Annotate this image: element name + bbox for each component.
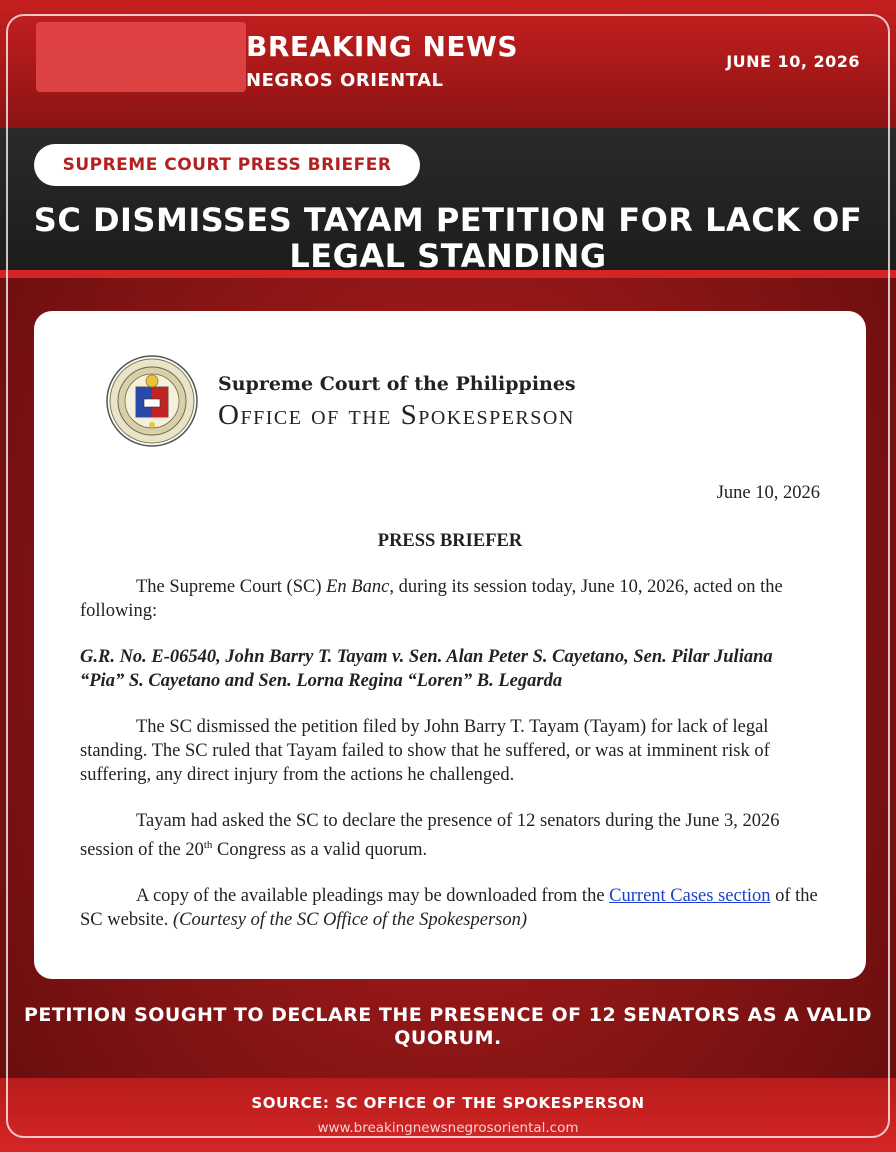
current-cases-link[interactable]: Current Cases section: [609, 886, 771, 907]
pleadings-text: A copy of the available pleadings may be downloaded from the: [136, 886, 610, 907]
source-credit: SOURCE: SC OFFICE OF THE SPOKESPERSON: [251, 1094, 645, 1112]
headline: SC DISMISSES TAYAM PETITION FOR LACK OF LEGAL STANDING: [33, 201, 863, 275]
brand-title: BREAKING NEWS: [246, 30, 519, 63]
paragraph-intro: [80, 575, 820, 623]
header-date: JUNE 10, 2026: [726, 52, 860, 71]
ordinal-suffix: th: [203, 839, 213, 851]
intro-emphasis: En Banc: [326, 577, 390, 597]
pleadings-text-mid: of the SC website.: [80, 886, 818, 931]
paragraph-ruling: The SC dismissed the petition filed by John Barry T. Tayam (Tayam) for lack of legal standing. The SC ruled that Tayam failed to show that he suffered, or was at imminent risk of suffering, any direct injury from the actions he challenged.: [80, 717, 770, 785]
case-title: G.R. No. E-06540, John Barry T. Tayam v. Sen. Alan Peter S. Cayetano, Sen. Pilar Juliana “Pia” S. Cayetano and Sen. Lorna Regina “Loren” B. Legarda: [80, 647, 773, 691]
news-logo: [36, 22, 246, 92]
paragraph-request: [80, 809, 820, 862]
website-url: www.breakingnewsnegrosoriental.com: [317, 1120, 579, 1136]
intro-text-end: , during its session today, June 10, 2026, acted on the following:: [80, 577, 783, 621]
supreme-court-seal-icon: [106, 355, 198, 447]
court-name: Supreme Court of the Philippines: [218, 373, 576, 395]
category-tag: SUPREME COURT PRESS BRIEFER: [34, 144, 420, 186]
courtesy-note: (Courtesy of the SC Office of the Spokesperson): [173, 910, 528, 931]
intro-text: The Supreme Court (SC): [136, 577, 327, 597]
footer: [0, 1078, 896, 1152]
paragraph-pleadings: [80, 884, 820, 932]
request-text-end: Congress as a valid quorum.: [212, 840, 428, 861]
office-name: Office of the Spokesperson: [218, 399, 575, 431]
press-briefer-card: [34, 311, 866, 979]
bottom-banner: PETITION SOUGHT TO DECLARE THE PRESENCE OF 12 SENATORS AS A VALID QUORUM.: [23, 1004, 873, 1049]
document-date: June 10, 2026: [716, 483, 820, 503]
document-body: [80, 481, 820, 954]
document-title: PRESS BRIEFER: [377, 531, 523, 551]
request-text: Tayam had asked the SC to declare the presence of 12 senators during the June 3, 2026 session of the 20: [80, 811, 780, 861]
brand-subtitle: NEGROS ORIENTAL: [246, 70, 444, 91]
